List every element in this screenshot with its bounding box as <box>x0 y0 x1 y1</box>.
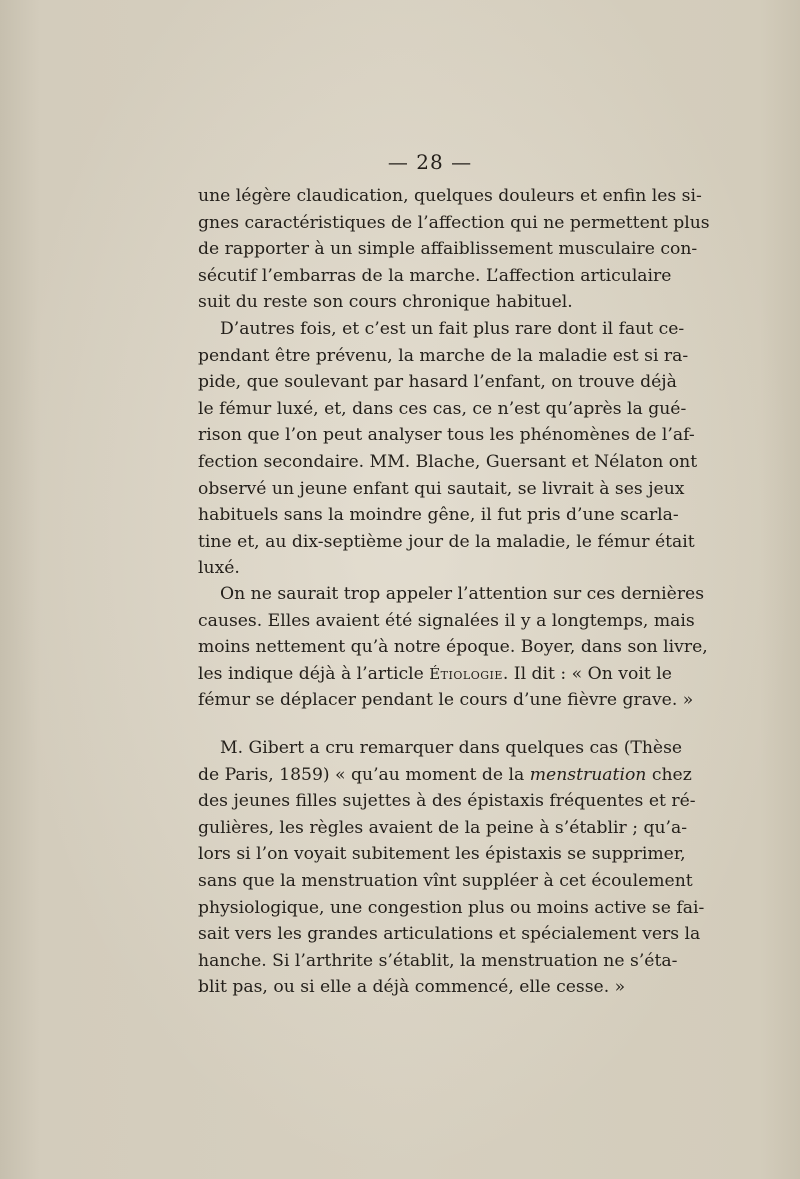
text-line: le fémur luxé, et, dans ces cas, ce n’est qu’après la gué- <box>198 398 687 419</box>
text-line: fection secondaire. MM. Blache, Guersant et Nélaton ont <box>198 451 698 472</box>
text-line: physiologique, une congestion plus ou moins active se fai- <box>198 897 705 918</box>
text-line: causes. Elles avaient été signalées il y a longtemps, mais <box>198 610 695 631</box>
text-line: sans que la menstruation vînt suppléer à cet écoulement <box>198 870 693 891</box>
paragraph-1 <box>198 183 710 316</box>
text-line: rison que l’on peut analyser tous les phénomènes de l’af- <box>198 425 695 446</box>
text-line: On ne saurait trop appeler l’attention sur ces dernières <box>220 584 705 604</box>
text-line: tine et, au dix-septième jour de la maladie, le fémur était <box>198 531 695 552</box>
text-line: pendant être prévenu, la marche de la maladie est si ra- <box>198 345 689 366</box>
small-caps-term: Étiologie <box>429 664 503 683</box>
text-line: lors si l’on voyait subitement les épistaxis se supprimer, <box>198 844 686 865</box>
text-line: blit pas, ou si elle a déjà commencé, elle cesse. » <box>198 977 626 998</box>
text-line: sait vers les grandes articulations et spécialement vers la <box>198 924 701 945</box>
text-line: de rapporter à un simple affaiblissement musculaire con- <box>198 239 698 260</box>
text-line: des jeunes filles sujettes à des épistaxis fréquentes et ré- <box>198 791 696 812</box>
text-line <box>198 762 692 789</box>
text-segment: les indique déjà à l’article <box>198 663 430 684</box>
page-number: — 28 — <box>387 150 473 174</box>
text-line: hanche. Si l’arthrite s’établit, la menstruation ne s’éta- <box>198 950 678 971</box>
text-line: pide, que soulevant par hasard l’enfant, on trouve déjà <box>198 372 677 393</box>
text-line: moins nettement qu’à notre époque. Boyer, dans son livre, <box>198 637 708 658</box>
text-line: habituels sans la moindre gêne, il fut pris d’une scarla- <box>198 505 679 526</box>
text-segment: chez <box>646 764 692 785</box>
text-line: fémur se déplacer pendant le cours d’une fièvre grave. » <box>198 690 694 711</box>
text-line: M. Gibert a cru remarquer dans quelques cas (Thèse <box>220 738 683 758</box>
paragraph-2 <box>198 316 698 582</box>
text-line: une légère claudication, quelques douleurs et enfin les si- <box>198 186 702 206</box>
text-segment: de Paris, 1859) « qu’au moment de la <box>198 764 530 785</box>
paragraph-4 <box>198 735 705 1001</box>
text-line: sécutif l’embarras de la marche. L’affection articulaire <box>198 265 672 286</box>
text-line: gnes caractéristiques de l’affection qui ne permettent plus <box>198 212 710 233</box>
italic-term: menstruation <box>529 764 647 785</box>
text-line <box>198 661 672 688</box>
text-segment: . Il dit : « On voit le <box>502 663 672 684</box>
text-line: gulières, les règles avaient de la peine à s’établir ; qu’a- <box>198 817 688 838</box>
text-line: observé un jeune enfant qui sautait, se livrait à ses jeux <box>198 478 685 499</box>
text-line: suit du reste son cours chronique habituel. <box>198 292 573 313</box>
text-line: D’autres fois, et c’est un fait plus rare dont il faut ce- <box>220 319 685 339</box>
text-line: luxé. <box>198 558 240 579</box>
paragraph-3 <box>198 581 708 714</box>
